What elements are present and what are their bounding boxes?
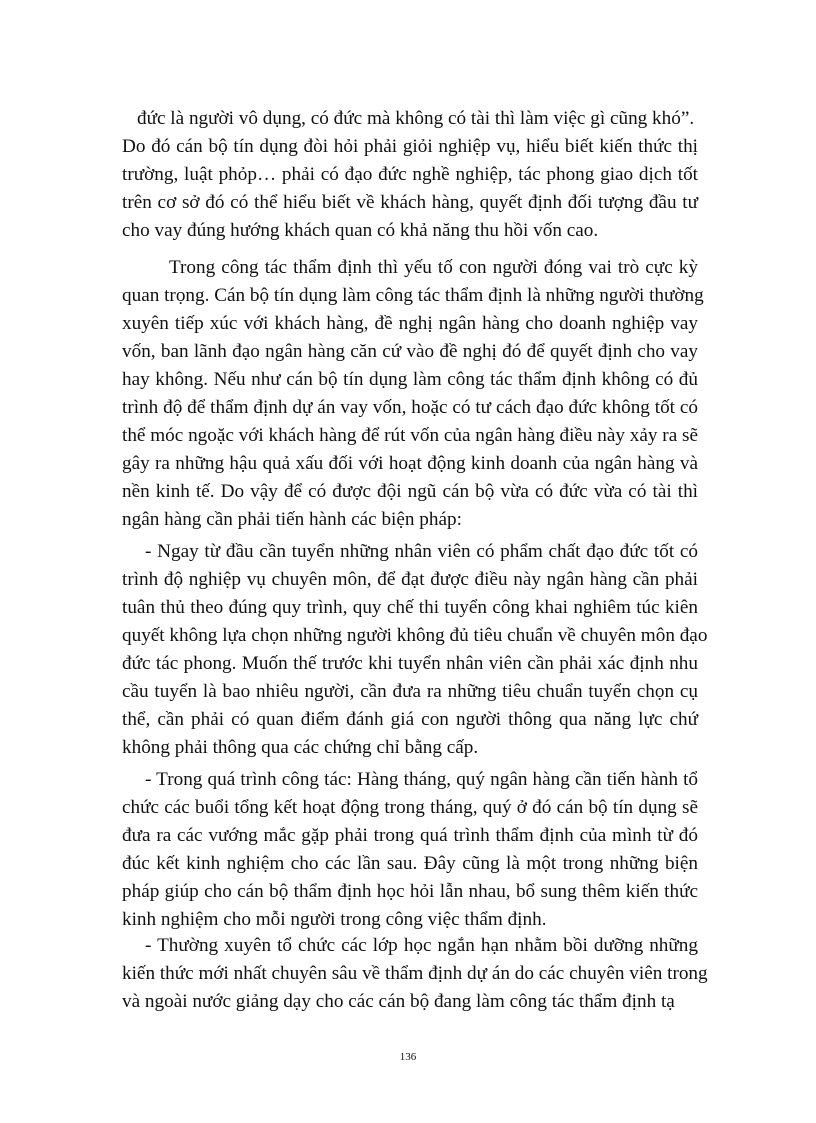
text-line: và ngoài nước giảng dạy cho các cán bộ đang làm công tác thẩm định tạ xyxy=(122,991,675,1012)
page-number: 136 xyxy=(399,1051,417,1063)
text-line: đức là người vô dụng, có đức mà không có tài thì làm việc gì cũng khó”. xyxy=(137,108,695,129)
text-line: pháp giúp cho cán bộ thẩm định học hỏi lẫn nhau, bổ sung thêm kiến thức xyxy=(122,881,698,902)
text-line: hay không. Nếu như cán bộ tín dụng làm công tác thẩm định không có đủ xyxy=(122,369,698,390)
text-line: ngân hàng cần phải tiến hành các biện pháp: xyxy=(122,509,462,530)
text-line: thể, cần phải có quan điểm đánh giá con người thông qua năng lực chứ xyxy=(122,709,698,730)
text-line: quan trọng. Cán bộ tín dụng làm công tác thẩm định là những người thường xyxy=(122,285,704,306)
text-line: - Trong quá trình công tác: Hàng tháng, quý ngân hàng cần tiến hành tổ xyxy=(145,769,698,790)
text-line: nền kinh tế. Do vậy để có được đội ngũ cán bộ vừa có đức vừa có tài thì xyxy=(122,481,698,502)
text-line: trường, luật phỏp… phải có đạo đức nghề nghiệp, tác phong giao dịch tốt xyxy=(122,164,698,185)
text-line: không phải thông qua các chứng chỉ bằng cấp. xyxy=(122,737,479,758)
text-line: đưa ra các vướng mắc gặp phải trong quá trình thẩm định của mình từ đó xyxy=(122,825,698,846)
text-line: trên cơ sở đó có thể hiểu biết về khách hàng, quyết định đối tượng đầu tư xyxy=(122,192,698,213)
text-line: vốn, ban lãnh đạo ngân hàng căn cứ vào đề nghị đó để quyết định cho vay xyxy=(122,341,698,362)
text-line: tuân thủ theo đúng quy trình, quy chế thi tuyển công khai nghiêm túc kiên xyxy=(122,597,698,618)
text-line: - Ngay từ đầu cần tuyển những nhân viên có phẩm chất đạo đức tốt có xyxy=(145,541,698,562)
text-line: chức các buổi tổng kết hoạt động trong tháng, quý ở đó cán bộ tín dụng sẽ xyxy=(122,797,698,818)
text-line: kinh nghiệm cho mỗi người trong công việc thẩm định. xyxy=(122,909,547,930)
text-line: cho vay đúng hướng khách quan có khả năng thu hồi vốn cao. xyxy=(122,220,599,241)
text-line: xuyên tiếp xúc với khách hàng, đề nghị ngân hàng cho doanh nghiệp vay xyxy=(122,313,698,334)
text-line: quyết không lựa chọn những người không đủ tiêu chuẩn về chuyên môn đạo xyxy=(122,625,708,646)
text-line: kiến thức mới nhất chuyên sâu về thẩm định dự án do các chuyên viên trong xyxy=(122,963,708,984)
text-line: thể móc ngoặc với khách hàng để rút vốn của ngân hàng điều này xảy ra sẽ xyxy=(122,425,698,446)
text-line: trình độ nghiệp vụ chuyên môn, để đạt được điều này ngân hàng cần phải xyxy=(122,569,698,590)
text-line: - Thường xuyên tổ chức các lớp học ngắn hạn nhằm bồi dưỡng những xyxy=(145,935,698,956)
text-line: đức tác phong. Muốn thế trước khi tuyển nhân viên cần phải xác định nhu xyxy=(122,653,698,674)
text-line: gây ra những hậu quả xấu đối với hoạt động kinh doanh của ngân hàng và xyxy=(122,453,698,474)
text-line: trình độ để thẩm định dự án vay vốn, hoặc có tư cách đạo đức không tốt có xyxy=(122,397,698,418)
text-line: đúc kết kinh nghiệm cho các lần sau. Đây cũng là một trong những biện xyxy=(122,853,698,874)
text-line: Trong công tác thẩm định thì yếu tố con người đóng vai trò cực kỳ xyxy=(169,257,698,278)
text-line: cầu tuyển là bao nhiêu người, cần đưa ra những tiêu chuẩn tuyển chọn cụ xyxy=(122,681,698,702)
text-line: Do đó cán bộ tín dụng đòi hỏi phải giỏi nghiệp vụ, hiểu biết kiến thức thị xyxy=(122,136,698,157)
